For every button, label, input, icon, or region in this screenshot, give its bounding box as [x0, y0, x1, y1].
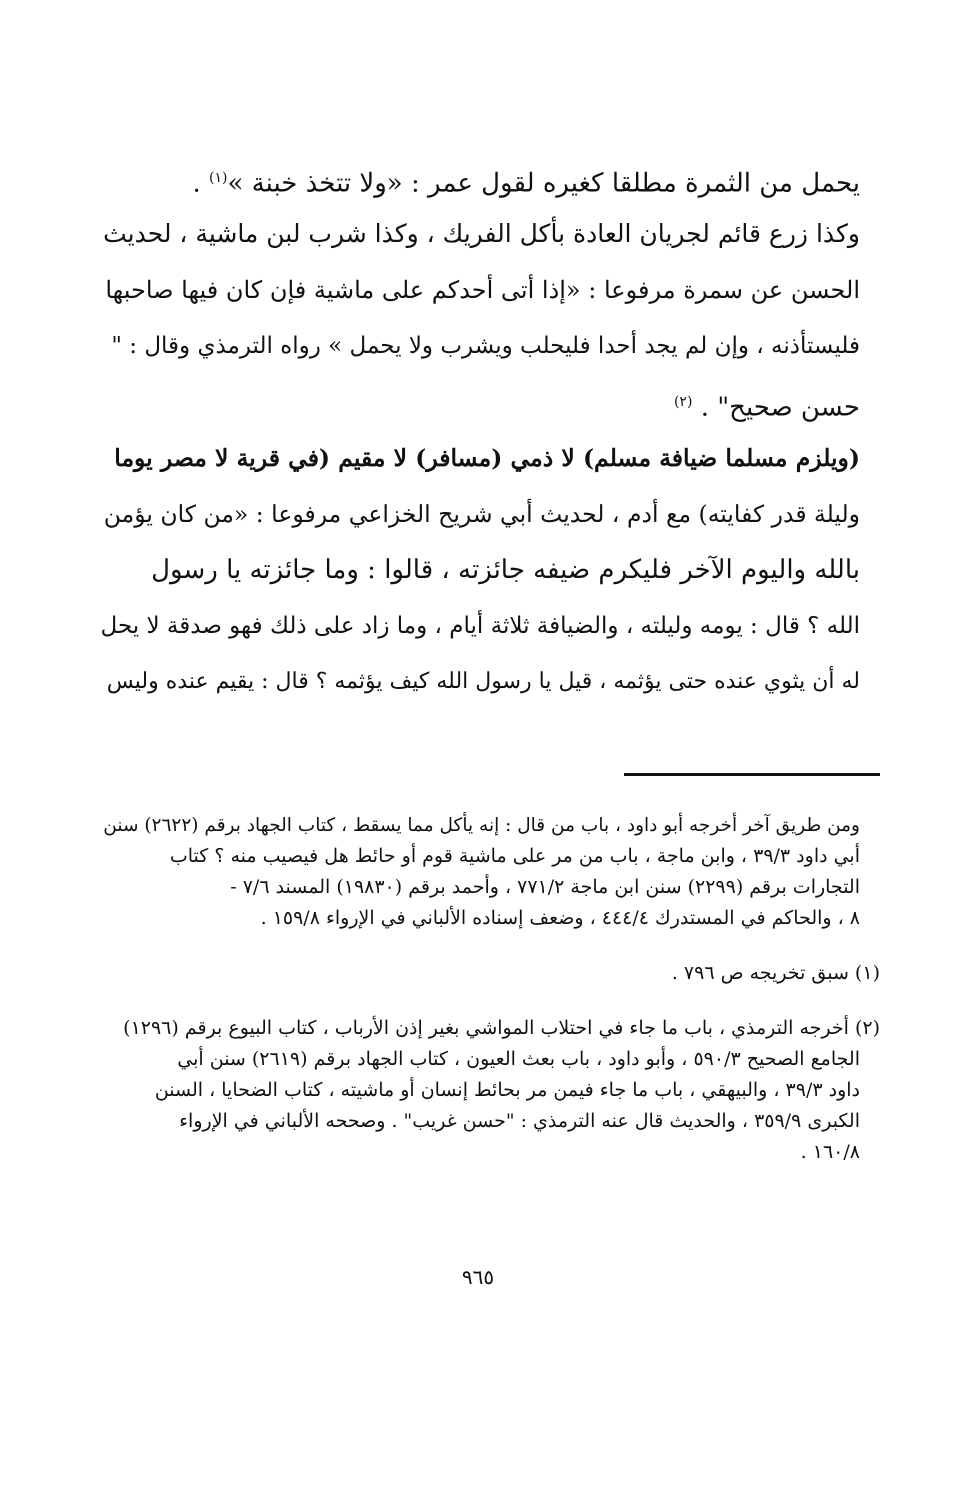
text-line-4: فليستأذنه ، وإن لم يجد أحدا فليحلب ويشرب ولا يحمل » رواه الترمذي وقال : ": [111, 333, 860, 359]
footnote-2-line-4: الكبرى ٣٥٩/٩ ، والحديث قال عنه الترمذي : "حسن غريب" . وصححه الألباني في الإرواء: [179, 1110, 860, 1132]
page-number: ٩٦٥: [461, 1265, 495, 1289]
footnote-2-line-2: الجامع الصحيح ٥٩٠/٣ ، وأبو داود ، باب بعث العيون ، كتاب الجهاد برقم (٢٦١٩) سنن أبي: [177, 1048, 860, 1070]
text-line-5-body: حسن صحيح" .: [700, 392, 860, 423]
text-line-3: الحسن عن سمرة مرفوعا : «إذا أتى أحدكم على ماشية فإن كان فيها صاحبها: [105, 276, 860, 304]
text-line-1: [100, 150, 860, 206]
main-text: [100, 150, 860, 710]
text-line-1-body: يحمل من الثمرة مطلقا كغيره لقول عمر : «ولا تتخذ خبنة »: [227, 168, 860, 199]
footnote-continuation-line-3: التجارات برقم (٢٢٩٩) سنن ابن ماجة ٧٧١/٢ ، وأحمد برقم (١٩٨٣٠) المسند ٧/٦ -: [230, 876, 860, 898]
footnotes: [98, 810, 880, 1168]
text-line-1-tail: .: [192, 168, 210, 199]
text-line-10: له أن يثوي عنده حتى يؤثمه ، قيل يا رسول الله كيف يؤثمه ؟ قال : يقيم عنده وليس: [106, 669, 860, 694]
footnote-ref-1: (١): [209, 170, 228, 186]
text-line-5: [100, 374, 860, 430]
footnote-2-line-5: ١٦٠/٨ .: [800, 1141, 860, 1163]
text-line-8: بالله واليوم الآخر فليكرم ضيفه جائزته ، قالوا : وما جائزته يا رسول: [151, 555, 860, 585]
text-line-6: (ويلزم مسلما ضيافة مسلم) لا ذمي (مسافر) لا مقيم (في قرية لا مصر يوما: [114, 444, 860, 472]
text-line-9: الله ؟ قال : يومه وليلته ، والضيافة ثلاثة أيام ، وما زاد على ذلك فهو صدقة لا يحل: [100, 613, 860, 639]
footnote-continuation-line-2: أبي داود ٣٩/٣ ، وابن ماجة ، باب من مر على ماشية قوم أو حائط هل فيصيب منه ؟ كتاب: [169, 845, 860, 867]
footnote-2-line-3: داود ٣٩/٣ ، والبيهقي ، باب ما جاء فيمن مر بحائط إنسان أو ماشيته ، كتاب الضحايا ، السنن: [154, 1079, 860, 1101]
text-line-2: وكذا زرع قائم لجريان العادة بأكل الفريك ، وكذا شرب لبن ماشية ، لحديث: [103, 219, 860, 248]
footnote-1: (١) سبق تخريجه ص ٧٩٦ .: [671, 962, 880, 984]
footnote-gap: [98, 934, 880, 958]
footnote-ref-2: (٢): [673, 394, 693, 410]
footnote-gap: [98, 989, 880, 1013]
footnote-2-line-1: (٢) أخرجه الترمذي ، باب ما جاء في احتلاب المواشي بغير إذن الأرباب ، كتاب البيوع برقم (١٢٩٦): [123, 1017, 880, 1039]
footnote-separator: [624, 773, 880, 776]
footnote-continuation-line-4: ٨ ، والحاكم في المستدرك ٤٤٤/٤ ، وضعف إسناده الألباني في الإرواء ١٥٩/٨ .: [260, 907, 860, 929]
text-line-7: وليلة قدر كفايته) مع أدم ، لحديث أبي شريح الخزاعي مرفوعا : «من كان يؤمن: [103, 500, 860, 528]
footnote-continuation-line-1: ومن طريق آخر أخرجه أبو داود ، باب من قال : إنه يأكل مما يسقط ، كتاب الجهاد برقم (٢٦٢٢) سنن: [103, 815, 860, 836]
